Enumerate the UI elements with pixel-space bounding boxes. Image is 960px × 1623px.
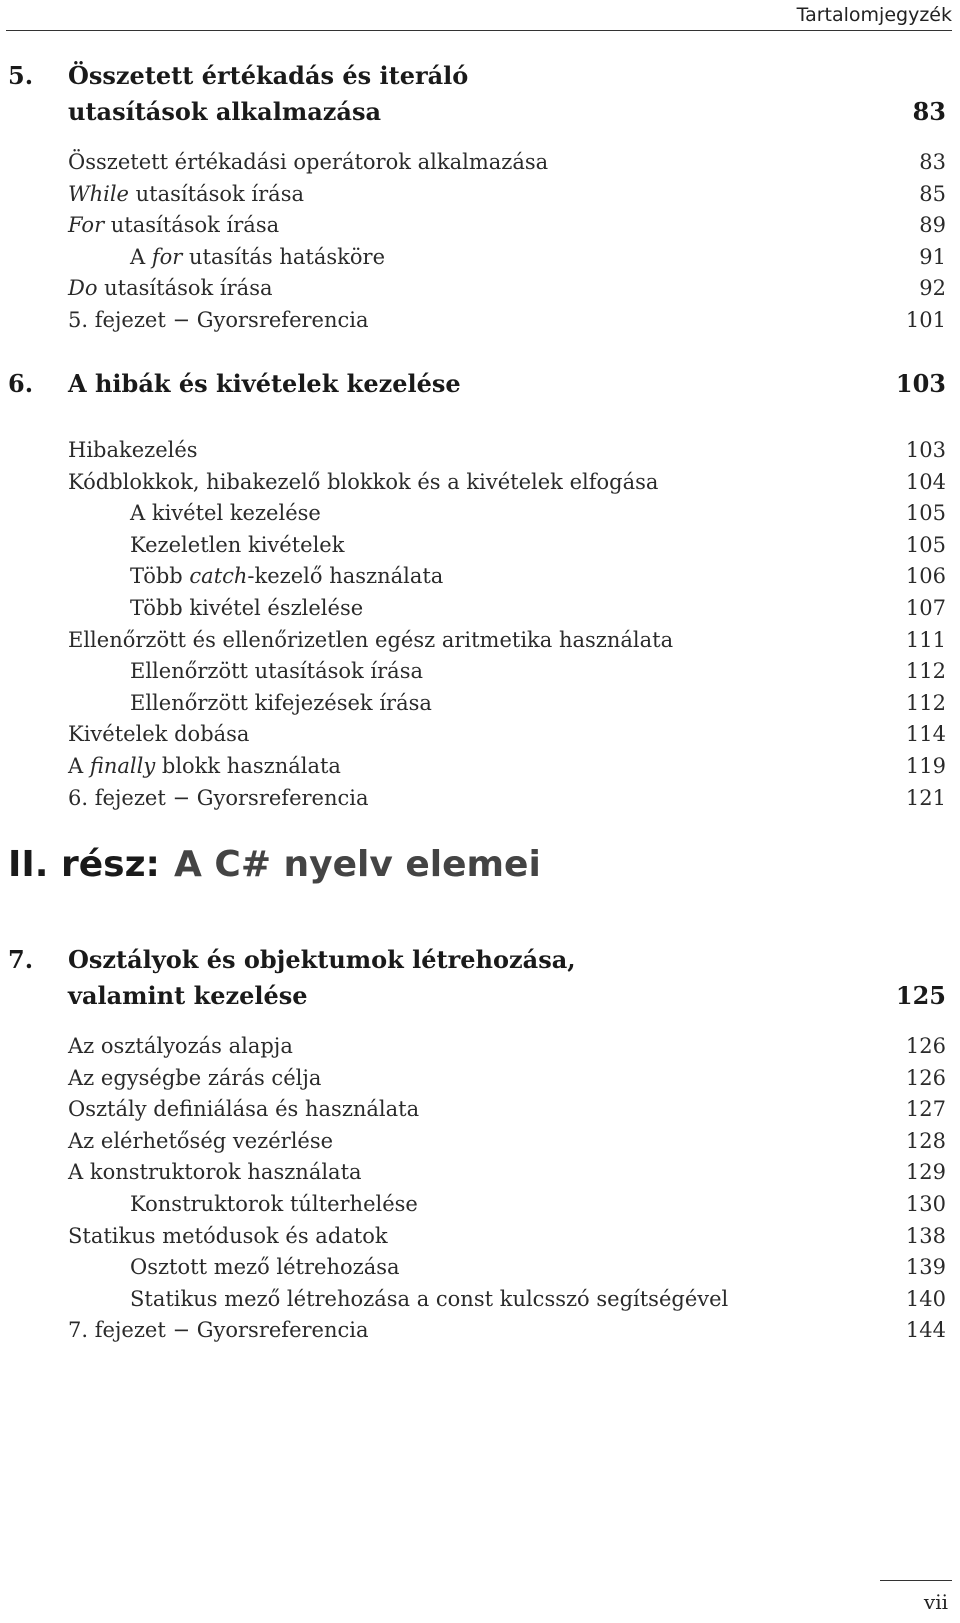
- chapter-number: 7.: [8, 945, 34, 974]
- toc-entry-title-italic: While: [68, 181, 129, 206]
- toc-entry-title-text: Hibakezelés: [68, 438, 198, 462]
- toc-entry: [0, 750, 946, 782]
- running-header: Tartalomjegyzék: [796, 4, 952, 26]
- chapter-title-line: A hibák és kivételek kezelése: [68, 369, 461, 398]
- toc-entry-title: [68, 1062, 321, 1094]
- toc-entry-title-text: Ellenőrzött és ellenőrizetlen egész aritmetika használata: [68, 627, 674, 652]
- toc-entry-page: 138: [905, 1223, 946, 1248]
- toc-entry-page: 107: [905, 596, 946, 620]
- chapter-number: 6.: [8, 369, 34, 398]
- chapter-title-line: Összetett értékadás és iteráló: [68, 61, 469, 90]
- toc-entry-title: [68, 1220, 388, 1252]
- toc-entry: [0, 624, 946, 656]
- toc-entry: [0, 466, 946, 498]
- chapter-page-number: 83: [912, 97, 946, 126]
- toc-entry: [0, 1220, 946, 1252]
- toc-entry-title: [130, 1188, 418, 1220]
- toc-entry-page: 92: [919, 276, 946, 301]
- toc-entry-page: 129: [905, 1160, 946, 1185]
- toc-entry-title-text: Kezeletlen kivételek: [130, 532, 345, 557]
- toc-entry: [0, 529, 946, 561]
- toc-entry-title: [68, 304, 368, 336]
- toc-entry-title-text: A konstruktorok használata: [68, 1160, 362, 1185]
- chapter-title: [68, 366, 461, 402]
- toc-entry-title-text: Konstruktorok túlterhelése: [130, 1192, 418, 1216]
- chapter-heading: [8, 58, 946, 130]
- toc-entry-title: [130, 1251, 400, 1283]
- toc-entry-title-text: 6. fejezet − Gyorsreferencia: [68, 785, 369, 810]
- toc-entry-title-italic: For: [68, 213, 105, 238]
- toc-entry-page: 103: [905, 438, 946, 462]
- toc-entry-title: [130, 241, 385, 273]
- toc-entry-title-text: Az osztályozás alapja: [68, 1034, 293, 1058]
- toc-entry-page: 130: [905, 1192, 946, 1216]
- chapter-title-line: Osztályok és objektumok létrehozása,: [68, 945, 576, 974]
- part-title: A C# nyelv elemei: [174, 844, 541, 885]
- toc-entry: [0, 782, 946, 814]
- toc-entry-title-text: 5. fejezet − Gyorsreferencia: [68, 308, 369, 332]
- toc-entry-title: [68, 209, 279, 241]
- toc-entry-title: [130, 592, 363, 624]
- toc-entry-title-prefix: Több: [130, 564, 190, 589]
- page-number: vii: [923, 1590, 948, 1614]
- toc-entry-title-text: 7. fejezet − Gyorsreferencia: [68, 1318, 369, 1343]
- toc-entry-title-text: Kivételek dobása: [68, 722, 250, 747]
- toc-entry-page: 114: [905, 722, 946, 747]
- toc-entry-title-text: utasítások írása: [97, 276, 273, 301]
- toc-entry-title: [68, 146, 548, 178]
- toc-entry-page: 121: [905, 785, 946, 810]
- toc-entry-page: 85: [919, 181, 946, 206]
- toc-entry-title: [68, 466, 658, 498]
- chapter-page-number: 103: [895, 369, 946, 398]
- toc-entry-title: [68, 750, 341, 782]
- toc-entry-title: [68, 718, 249, 750]
- toc-entry: [0, 1093, 946, 1125]
- toc-entry: [0, 592, 946, 624]
- toc-entry-title-prefix: A: [130, 244, 152, 269]
- toc-entry-title-text: Statikus mező létrehozása a const kulcsszó segítségével: [130, 1286, 729, 1311]
- toc-entry-page: 101: [905, 308, 946, 332]
- toc-entry-page: 105: [905, 532, 946, 557]
- toc-entry-title: [68, 782, 368, 814]
- toc-entry: [0, 1156, 946, 1188]
- toc-entry-title-italic: catch: [189, 564, 248, 589]
- toc-entry: [0, 146, 946, 178]
- toc-entry-title: [68, 624, 673, 656]
- toc-entry: [0, 434, 946, 466]
- toc-entry-page: 127: [905, 1097, 946, 1122]
- toc-entry: [0, 209, 946, 241]
- toc-entry-title-text: blokk használata: [155, 754, 341, 778]
- toc-entry-page: 105: [905, 501, 946, 526]
- toc-entry: [0, 1283, 946, 1315]
- toc-entry-title: [130, 529, 344, 561]
- chapter-heading: [8, 942, 946, 1014]
- toc-entry-title-text: Ellenőrzött kifejezések írása: [130, 690, 432, 715]
- chapter-title-line: valamint kezelése: [68, 981, 308, 1010]
- toc-entry-title-text: Statikus metódusok és adatok: [68, 1223, 388, 1248]
- toc-entry-page: 91: [919, 244, 946, 269]
- toc-entry-page: 128: [905, 1128, 946, 1153]
- toc-entry-title-text: Osztály definiálása és használata: [68, 1097, 420, 1122]
- toc-entry: [0, 178, 946, 210]
- toc-entry-page: 139: [905, 1255, 946, 1280]
- chapter-page-number: 125: [895, 981, 946, 1010]
- toc-entry: [0, 1314, 946, 1346]
- toc-entry-page: 140: [905, 1286, 946, 1311]
- toc-entry-title-text: utasítás hatásköre: [182, 244, 385, 269]
- chapter-title: [68, 58, 468, 130]
- chapter-number: 5.: [8, 61, 34, 90]
- toc-entry-title-text: Kódblokkok, hibakezelő blokkok és a kivételek elfogása: [68, 469, 659, 494]
- toc-entry-title-prefix: A: [68, 754, 90, 778]
- toc-entry-title-text: utasítások írása: [104, 213, 280, 238]
- toc-entry-title-text: A kivétel kezelése: [130, 501, 321, 526]
- toc-entry: [0, 1030, 946, 1062]
- toc-entry-title-italic: finally: [89, 754, 156, 778]
- toc-entry-title: [130, 655, 423, 687]
- toc-entry: [0, 304, 946, 336]
- toc-entry-title-text: Ellenőrzött utasítások írása: [130, 659, 423, 684]
- header-rule: [6, 30, 952, 31]
- toc-entry-title: [130, 687, 432, 719]
- toc-entry: [0, 1251, 946, 1283]
- toc-entry-page: 144: [905, 1318, 946, 1343]
- toc-entry-title-italic: for: [151, 244, 183, 269]
- toc-entry: [0, 718, 946, 750]
- toc-entry-title: [68, 434, 198, 466]
- toc-entry-title: [68, 1156, 362, 1188]
- toc-entry-page: 112: [905, 690, 946, 715]
- toc-entry: [0, 1062, 946, 1094]
- chapter-title-line: utasítások alkalmazása: [68, 97, 382, 126]
- toc-entry-title-text: utasítások írása: [128, 181, 304, 206]
- toc-entry-page: 89: [919, 213, 946, 238]
- toc-entry-page: 104: [905, 469, 946, 494]
- toc-entry-title-text: Osztott mező létrehozása: [130, 1255, 400, 1280]
- toc-entry: [0, 497, 946, 529]
- toc-entry: [0, 655, 946, 687]
- toc-entry-page: 111: [905, 627, 946, 652]
- toc-entry: [0, 560, 946, 592]
- toc-entry-title: [68, 1030, 293, 1062]
- toc-entry-title: [130, 497, 321, 529]
- chapter-title: [68, 942, 576, 1014]
- toc-entry: [0, 272, 946, 304]
- toc-entry-title-text: Összetett értékadási operátorok alkalmazása: [68, 150, 549, 174]
- toc-entry-title: [130, 1283, 728, 1315]
- footer-rule: [880, 1580, 952, 1581]
- toc-entry-title: [68, 1093, 419, 1125]
- toc-entry-page: 112: [905, 659, 946, 684]
- toc-entry-title-text: Több kivétel észlelése: [130, 596, 364, 620]
- toc-entry: [0, 1125, 946, 1157]
- toc-entry-page: 119: [905, 754, 946, 778]
- toc-entry: [0, 687, 946, 719]
- toc-entry: [0, 241, 946, 273]
- toc-entry-page: 83: [919, 150, 946, 174]
- toc-entry-title: [68, 1314, 368, 1346]
- part-label: II. rész:: [8, 844, 160, 885]
- toc-entry-page: 126: [905, 1034, 946, 1058]
- toc-entry: [0, 1188, 946, 1220]
- toc-entry-title: [68, 1125, 333, 1157]
- toc-entry-title-text: Az egységbe zárás célja: [68, 1065, 322, 1090]
- toc-entry-title-text: Az elérhetőség vezérlése: [68, 1128, 334, 1153]
- toc-entry-title: [68, 272, 273, 304]
- toc-entry-title-italic: Do: [68, 276, 98, 301]
- toc-entry-title-text: -kezelő használata: [247, 564, 444, 589]
- chapter-heading: [8, 366, 946, 402]
- toc-entry-title: [130, 560, 443, 592]
- toc-entry-page: 126: [905, 1065, 946, 1090]
- toc-entry-page: 106: [905, 564, 946, 589]
- toc-entry-title: [68, 178, 304, 210]
